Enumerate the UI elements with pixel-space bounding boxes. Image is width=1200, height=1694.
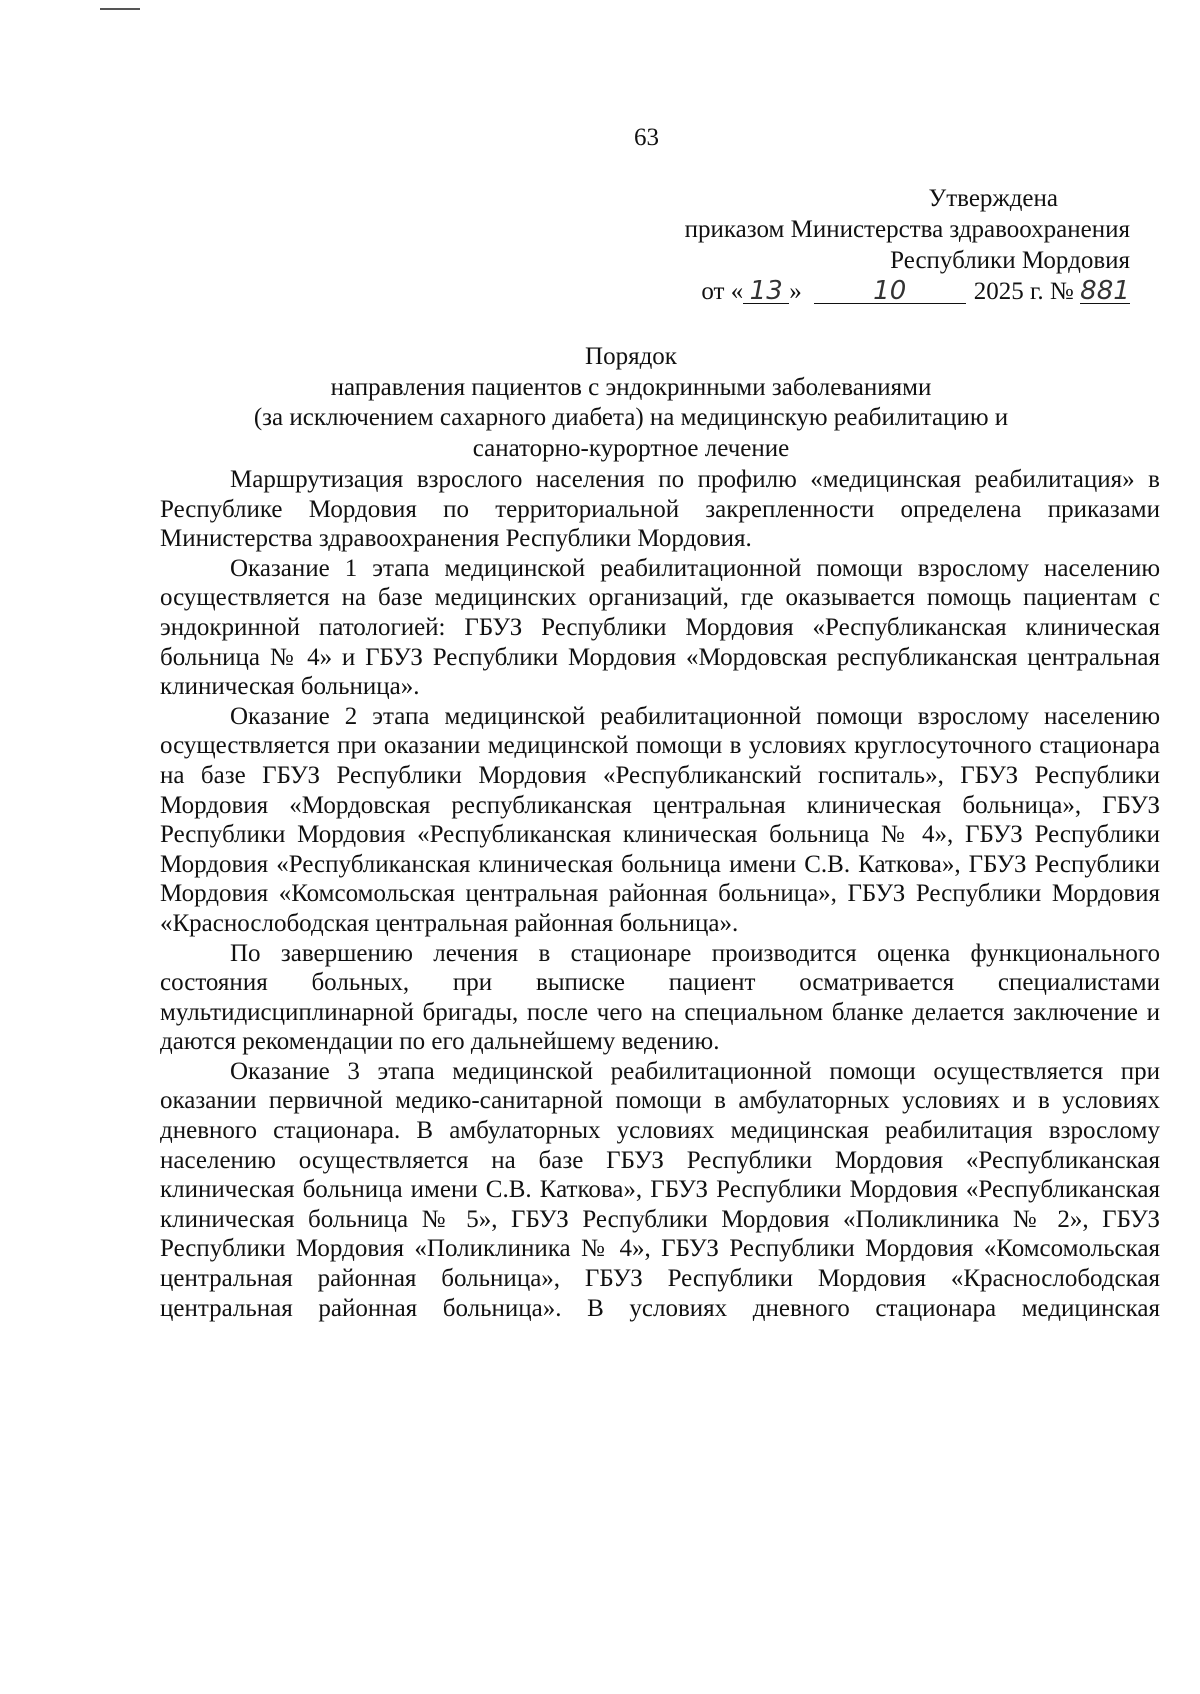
approval-line-approved: Утверждена [928,185,1058,212]
paragraph-stage-2: Оказание 2 этапа медицинской реабилитационной помощи взрослому населению осуществляется при оказании медицинской помощи в условиях круглосуточного стационара на базе ГБУЗ Республики Мордовия «Республиканский госпиталь», ГБУЗ Республики Мордовия «Мордовская республиканская центральная клиническая больница», ГБУЗ Республики Мордовия «Республиканская клиническая больница № 4», ГБУЗ Республики Мордовия «Республиканская клиническая больница имени С.В. Каткова», ГБУЗ Республики Мордовия «Комсомольская центральная районная больница», ГБУЗ Республики Мордовия «Краснослободская центральная районная больница». [160,702,1160,937]
date-year: 2025 г. № [973,278,1074,305]
page-number: 63 [634,124,659,151]
approval-line-republic: Республики Мордовия [890,247,1130,274]
date-month-handwritten: 10 [814,279,966,304]
paragraph-routing: Маршрутизация взрослого населения по профилю «медицинская реабилитация» в Республике Мордовия по территориальной закрепленности определена приказами Министерства здравоохранения Республики Мордовия. [160,466,1160,553]
date-prefix: от « [701,278,744,305]
scan-artifact-mark [100,8,140,10]
title-line-3: (за исключением сахарного диабета) на медицинскую реабилитацию и [253,404,1009,431]
order-number-handwritten: 881 [1080,276,1130,306]
paragraph-stage-1: Оказание 1 этапа медицинской реабилитационной помощи взрослому населению осуществляется на базе медицинских организаций, где оказывается помощь пациентам с эндокринной патологией: ГБУЗ Республики Мордовия «Республиканская клиническая больница № 4» и ГБУЗ Республики Мордовия «Мордовская республиканская центральная клиническая больница». [160,554,1160,701]
approval-date-row [685,276,1130,307]
approval-line-order: приказом Министерства здравоохранения [684,216,1130,243]
document-body [160,465,1160,1323]
approval-stamp-block [685,183,1130,307]
title-line-4: санаторно-курортное лечение [472,434,790,462]
title-line-2: направления пациентов с эндокринными заболеваниями [330,373,932,401]
paragraph-discharge: По завершению лечения в стационаре производится оценка функционального состояния больных, при выписке пациент осматривается специалистами мультидисциплинарной бригады, после чего на специальном бланке делается заключение и даются рекомендации по его дальнейшему ведению. [160,939,1160,1056]
title-line-1: Порядок [585,343,677,370]
document-title [0,342,1200,464]
paragraph-stage-3: Оказание 3 этапа медицинской реабилитационной помощи осуществляется при оказании первичной медико-санитарной помощи в амбулаторных условиях и в условиях дневного стационара. В амбулаторных условиях медицинская реабилитация взрослому населению осуществляется на базе ГБУЗ Республики Мордовия «Республиканская клиническая больница имени С.В. Каткова», ГБУЗ Республики Мордовия «Республиканская клиническая больница № 5», ГБУЗ Республики Мордовия «Поликлиника № 2», ГБУЗ Республики Мордовия «Поликлиника № 4», ГБУЗ Республики Мордовия «Комсомольская центральная районная больница», ГБУЗ Республики Мордовия «Краснослободская центральная районная больница». В условиях дневного стационара медицинская [160,1057,1160,1322]
date-day-handwritten: 13 [743,279,789,304]
date-mid: » [789,278,802,305]
